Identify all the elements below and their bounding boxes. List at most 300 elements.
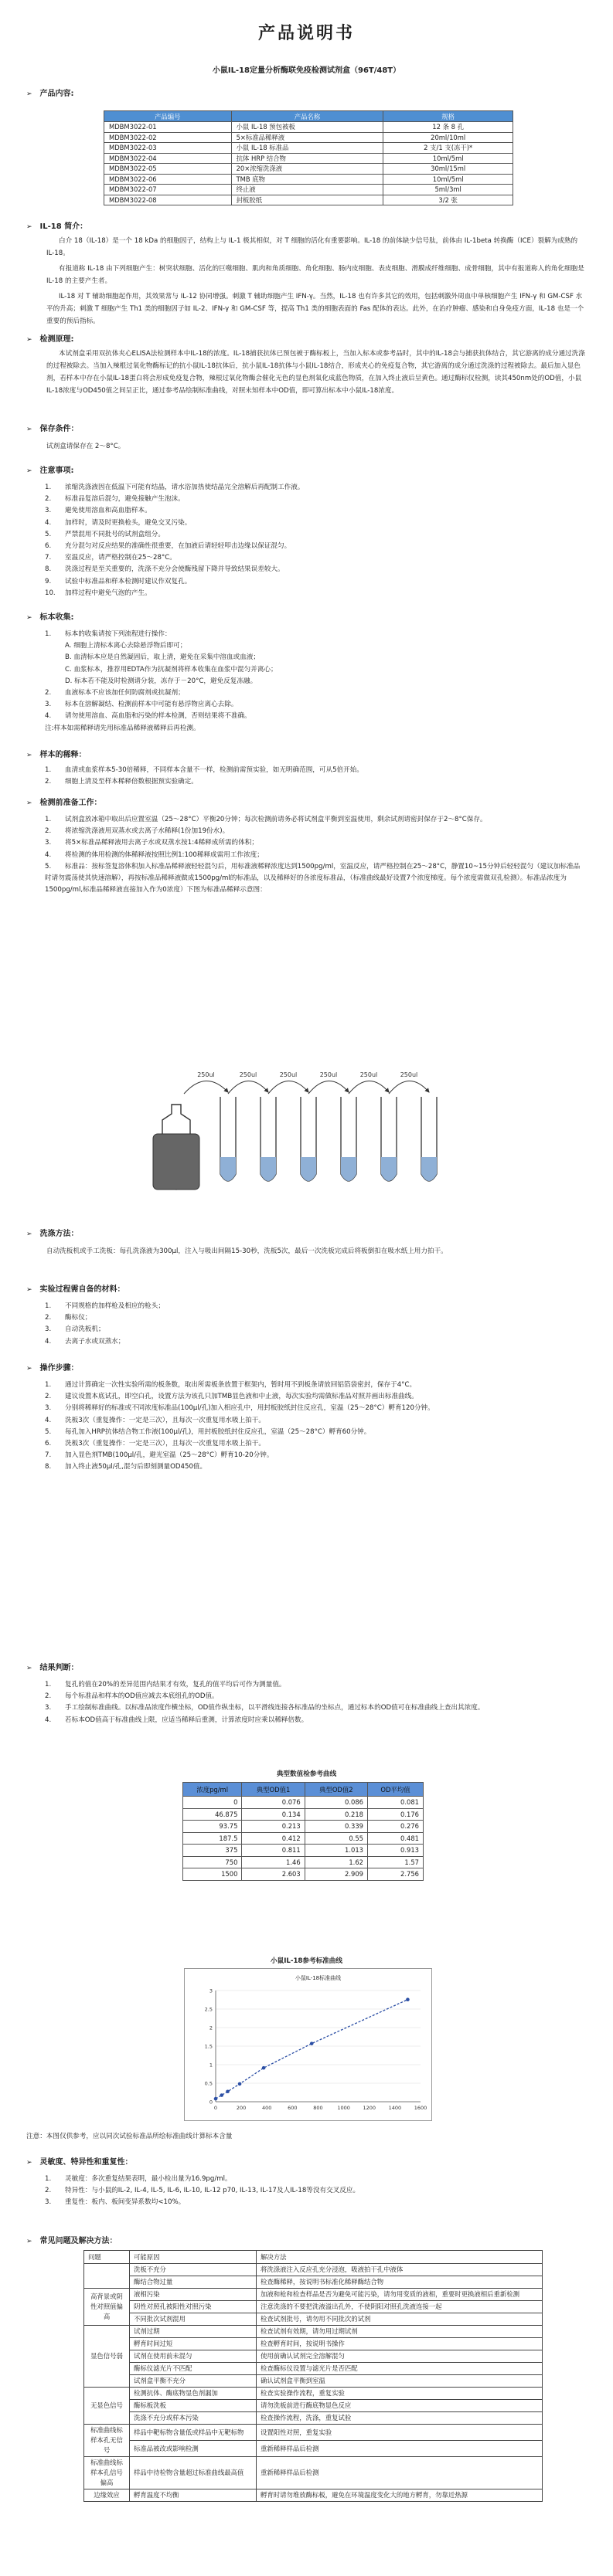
section-intro: ➢ IL-18 简介： xyxy=(26,222,88,231)
list-text: 室温反应，请严格控制在25～28°C。 xyxy=(65,554,176,562)
arrow-icon: ➢ xyxy=(26,336,32,344)
list-number: 4. xyxy=(45,1716,52,1724)
list-item xyxy=(45,1380,586,1391)
list-item xyxy=(45,564,586,575)
table-row xyxy=(183,1808,424,1821)
table-row xyxy=(84,2400,543,2412)
faq-cause: 试剂在使用前未混匀 xyxy=(130,2350,257,2363)
list-item xyxy=(45,1438,586,1450)
table-cell: MDBM3022-06 xyxy=(104,174,232,185)
list-item xyxy=(45,1403,586,1414)
std-table xyxy=(182,1782,424,1881)
table-cell: MDBM3022-03 xyxy=(104,143,232,154)
chart-frame xyxy=(184,1968,432,2121)
list-number: 1. xyxy=(45,1302,52,1310)
list-text: 不同规格的加样枪及相应的枪头； xyxy=(65,1302,165,1310)
section-wash: ➢ 洗涤方法： xyxy=(26,1230,79,1238)
table-cell: 0.811 xyxy=(242,1845,305,1857)
list-text: 细胞上清及至样本稀释倍数根据预实验确定。 xyxy=(65,778,198,786)
list-item xyxy=(45,1691,586,1702)
x-tick-label: 200 xyxy=(236,2105,247,2111)
list-number: 7. xyxy=(45,554,52,562)
dilution-list xyxy=(45,765,586,788)
x-tick-label: 1000 xyxy=(337,2105,350,2111)
list-item xyxy=(45,1391,586,1403)
x-tick-label: 1400 xyxy=(388,2105,402,2111)
table-cell: 0.339 xyxy=(305,1821,367,1833)
tube-liquid xyxy=(301,1157,316,1181)
table-row xyxy=(104,185,513,195)
prep-list xyxy=(45,814,586,896)
table-cell: 20×浓缩洗涤液 xyxy=(231,164,383,175)
notes-list xyxy=(45,482,586,599)
curve-title: 小鼠IL-18参考标准曲线 xyxy=(271,1957,342,1965)
table-row xyxy=(183,1856,424,1868)
list-text: 手工绘制标准曲线。以标准品浓度作横坐标，OD值作纵坐标，以平滑线连接各标准品的坐标点，通过标本的OD值可在标准曲线上查出其浓度。 xyxy=(65,1704,485,1712)
table-cell: 187.5 xyxy=(183,1832,242,1845)
table-cell: 10ml/5ml xyxy=(383,174,513,185)
table-cell: 0.276 xyxy=(368,1821,424,1833)
table-cell: MDBM3022-07 xyxy=(104,185,232,195)
list-text: 通过计算确定一次性实验所需的板条数，取出所需板条放置于框架内，暂时用不到板条请放回铝箔袋密封，保存于4°C。 xyxy=(65,1381,417,1389)
list-number: 1. xyxy=(45,816,52,823)
intro-paragraph-2: 有报道称 IL-18 由下列细胞产生：树突状细胞、活化的巨噬细胞、肌肉和角质细胞、角化细胞、肠内皮细胞、表皮细胞、滑膜成纤维细胞、成骨细胞，其中有报道称人的角化细胞是 IL-18 的主要产生者。 xyxy=(46,265,584,285)
list-number: 2. xyxy=(45,689,52,697)
list-item xyxy=(45,676,586,687)
table-cell: 0.55 xyxy=(305,1832,367,1845)
transfer-volume-label: 250ul xyxy=(239,1071,257,1078)
tube-liquid xyxy=(421,1157,437,1181)
series-line xyxy=(216,2000,407,2099)
table-row xyxy=(84,2326,543,2338)
intro-paragraph-3: IL-18 对 T 辅助细胞起作用，其效果常与 IL-12 协同增强。刺激 T 辅助细胞产生 IFN-γ。当然，IL-18 也有许多其它的效用，包括刺激外周血中单核细胞产生 IFN-γ 和 GM-CSF 水平的升高；刺激 T 细胞产生 Th1 类的细胞因子如 IL-2、IFN-γ 和 GM-CSF 等，提高 Th1 类的细胞表面的 Fas 配体的表达。此外，在治疗肿瘤、感染和自身免疫方面，IL-18 也是一个重要的预后指标。 xyxy=(46,293,584,325)
y-tick-label: 1.5 xyxy=(204,2043,213,2050)
list-text: 标准品：按标签复溶体积加入标准品稀释液轻轻混匀后，用标准液稀释浓度达到1500pg/ml，室温反应，请严格控制在25～28°C，静置10~15分钟后轻轻混匀（建议加标准品时请勿震荡使其快速溶解），再按标准品稀释液做成1500pg/ml的标准品，以及稀释好的各浓度标准品，（标准曲线最好设置7个浓度梯度。每个浓度需做双孔检测）。标准品浓度为1500pg/ml,标准品稀释液直接加入作为0浓度）下图为标准品稀释示意图： xyxy=(45,862,581,894)
list-number: 5. xyxy=(45,1427,52,1436)
table-row xyxy=(104,195,513,205)
list-number: 1. xyxy=(45,2175,52,2183)
section-sample-collection: ➢ 标本收集: xyxy=(26,613,74,622)
faq-cause: 洗涤不充分或样本污染 xyxy=(130,2412,257,2425)
list-number: 9. xyxy=(45,577,52,585)
data-point xyxy=(220,2093,223,2097)
list-item xyxy=(45,576,586,588)
table-cell: 20ml/10ml xyxy=(383,132,513,143)
list-text: 洗板3次（重复操作：一定是三次），且每次一次重复用水吸上拍干。 xyxy=(65,1440,265,1448)
arrow-icon: ➢ xyxy=(26,1665,32,1672)
arrow-icon: ➢ xyxy=(26,426,32,433)
sensitivity-list xyxy=(45,2174,586,2209)
table-row xyxy=(183,1845,424,1857)
list-text: D. 标本若不能及时检测请分装，冻存于－20°C，避免反复冻融。 xyxy=(65,677,257,685)
faq-cause: 样品中待检物含量超过标准曲线最高值 xyxy=(130,2457,257,2489)
table-cell: 小鼠 IL-18 预包被板 xyxy=(231,122,383,133)
table-cell: 0.481 xyxy=(368,1832,424,1845)
list-text: 试剂盒放冰箱中取出后应置室温（25～28°C）平衡20分钟；每次检测前请务必将试剂盒平衡到室温使用，剩余试剂请密封保存于2～8°C保存。 xyxy=(65,816,487,823)
table-cell: 0.213 xyxy=(242,1821,305,1833)
table-cell: 0.076 xyxy=(242,1797,305,1809)
table-cell: 3/2 张 xyxy=(383,195,513,205)
list-item xyxy=(45,826,586,837)
list-text: 洗板3次（重复操作：一定是三次），且每次一次重复用水吸上拍干。 xyxy=(65,1416,265,1424)
list-item xyxy=(45,518,586,529)
list-item xyxy=(45,1450,586,1461)
list-number: 3. xyxy=(45,839,52,847)
list-item xyxy=(45,861,586,897)
table-header: 产品名称 xyxy=(231,111,383,122)
list-text: 加样过程中避免气泡的产生。 xyxy=(65,589,152,597)
faq-problem: 标准曲线标样本孔无信号 xyxy=(84,2425,130,2457)
list-text: 标准品复溶后混匀，避免接触产生泡沫。 xyxy=(65,495,185,504)
x-tick-label: 0 xyxy=(213,2105,218,2111)
table-cell: 30ml/15ml xyxy=(383,164,513,175)
table-row xyxy=(84,2457,543,2489)
list-number: 6. xyxy=(45,542,52,551)
faq-cause: 试剂盒平衡不充分 xyxy=(130,2375,257,2388)
list-text: 将5×标准品稀释液用去离子水或双蒸水按1:4稀释成所需的体积； xyxy=(65,839,258,847)
data-point xyxy=(262,2066,266,2070)
table-row xyxy=(84,2375,543,2388)
table-cell: 2.756 xyxy=(368,1868,424,1881)
faq-solution: 加液和枪和检查样品是否为避免可能污染，请勿用变质的液相，重要时更换液相后重新检测 xyxy=(257,2289,543,2301)
table-row xyxy=(84,2313,543,2326)
arrow-icon: ➢ xyxy=(26,1286,32,1294)
table-row xyxy=(84,2425,543,2441)
table-cell: 1.46 xyxy=(242,1856,305,1868)
table-cell: 5ml/3ml xyxy=(383,185,513,195)
list-text: 若标本OD值高于标准曲线上限，应适当稀释后重测，计算浓度时应乘以稀释倍数。 xyxy=(65,1716,308,1724)
table-row xyxy=(84,2289,543,2301)
arrow-icon: ➢ xyxy=(26,799,32,807)
section-faq: ➢ 常见问题及解决方法： xyxy=(26,2237,117,2245)
table-cell: 0.086 xyxy=(305,1797,367,1809)
list-text: 请勿使用溶血、高血脂和污染的样本检测，否则结果将不准确。 xyxy=(65,712,251,721)
list-item xyxy=(45,505,586,517)
table-row xyxy=(104,143,513,154)
y-tick-label: 2.5 xyxy=(204,2006,213,2013)
table-cell: MDBM3022-08 xyxy=(104,195,232,205)
list-number: 8. xyxy=(45,1463,52,1471)
table-cell: 封板胶纸 xyxy=(231,195,383,205)
arrow-icon: ➢ xyxy=(26,90,32,98)
tube-liquid xyxy=(261,1157,276,1181)
list-number: 3. xyxy=(45,1404,52,1413)
transfer-arrow xyxy=(184,1081,228,1094)
list-text: 灵敏度：多次重复结果表明，最小检出量为16.9pg/ml。 xyxy=(65,2175,232,2183)
list-number: 4. xyxy=(45,850,52,859)
list-text: A. 细胞上清标本离心去除悬浮物后即可； xyxy=(65,642,187,650)
x-tick-label: 400 xyxy=(262,2105,272,2111)
table-cell: 10ml/5ml xyxy=(383,153,513,164)
table-row xyxy=(104,174,513,185)
table-cell: 12 条 8 孔 xyxy=(383,122,513,133)
y-tick-label: 0 xyxy=(209,2099,213,2106)
results-list xyxy=(45,1679,586,1726)
list-item xyxy=(45,2197,586,2208)
x-tick-label: 1600 xyxy=(414,2105,427,2111)
faq-cause: 孵育温度不均衡 xyxy=(130,2489,257,2502)
table-header: 产品编号 xyxy=(104,111,232,122)
chart-title: 小鼠IL-18标准曲线 xyxy=(295,1975,342,1981)
arrow-icon: ➢ xyxy=(26,2159,32,2167)
table-row xyxy=(104,122,513,133)
table-header: 规格 xyxy=(383,111,513,122)
list-number: 3. xyxy=(45,1325,52,1334)
faq-solution: 确认试剂盒平衡到室温 xyxy=(257,2375,543,2388)
faq-solution: 检查试剂批号，请勿用不同批次的试剂 xyxy=(257,2313,543,2326)
list-number: 3. xyxy=(45,507,52,515)
list-number: 2. xyxy=(45,1692,52,1701)
list-number: 3. xyxy=(45,2198,52,2207)
table-cell: TMB 底物 xyxy=(231,174,383,185)
list-number: 5. xyxy=(45,530,52,538)
transfer-arrow xyxy=(308,1081,349,1094)
y-tick-label: 2 xyxy=(209,2024,213,2031)
transfer-arrow xyxy=(349,1081,389,1094)
table-cell: 1.57 xyxy=(368,1856,424,1868)
section-principle: ➢ 检测原理: xyxy=(26,335,74,344)
table-row xyxy=(84,2388,543,2400)
faq-solution: 将洗涤液注入反应孔充分浸泡，吸液拍干孔中液体 xyxy=(257,2264,543,2276)
list-number: 2. xyxy=(45,495,52,504)
standard-curve-chart xyxy=(185,1969,431,2120)
list-text: 分别将稀释好的标准或不同浓度标准品(100μl/孔)加入相应孔中，用封板胶纸封住反应孔，室温（25～28°C）孵育120分钟。 xyxy=(65,1404,434,1413)
section-notes: ➢ 注意事项: xyxy=(26,467,74,475)
table-row xyxy=(104,164,513,175)
faq-problem: 无显色信号 xyxy=(84,2388,130,2425)
table-header: 解决方法 xyxy=(257,2251,543,2264)
list-text: C. 血浆标本，推荐用EDTA作为抗凝剂将样本收集在血浆中混匀并离心； xyxy=(65,665,278,674)
list-text: 避免使用溶血和高血脂样本。 xyxy=(65,507,152,515)
table-cell: 1.013 xyxy=(305,1845,367,1857)
faq-table-body xyxy=(84,2264,543,2502)
table-cell: 抗体 HRP 结合物 xyxy=(231,153,383,164)
table-cell: 2.603 xyxy=(242,1868,305,1881)
table-cell: 0.134 xyxy=(242,1808,305,1821)
table-row xyxy=(84,2301,543,2313)
list-text: 每孔加入HRP抗体结合物工作液(100μl/孔)，用封板胶纸封住反应孔，室温（25～28°C）孵育60分钟。 xyxy=(65,1427,371,1436)
list-item xyxy=(45,687,586,699)
section-results: ➢ 结果判断： xyxy=(26,1664,79,1672)
list-number: 1. xyxy=(45,1381,52,1389)
faq-cause: 标准品被改或影响检测 xyxy=(130,2441,257,2457)
list-text: 将检测的体用检测的体稀释液按照比例1:100稀释成需用工作浓度； xyxy=(65,850,264,859)
transfer-arrow xyxy=(228,1081,268,1094)
y-tick-label: 3 xyxy=(209,1987,213,1994)
list-number: 10. xyxy=(45,589,56,597)
table-row xyxy=(84,2350,543,2363)
table-cell: 2 支/1 支(冻干)* xyxy=(383,143,513,154)
faq-cause: 样品中靶标物含量低或样品中无靶标物 xyxy=(130,2425,257,2441)
faq-cause: 孵育时间过短 xyxy=(130,2338,257,2350)
faq-solution: 检查实验操作流程，重复实验 xyxy=(257,2388,543,2400)
table-cell: 0.081 xyxy=(368,1797,424,1809)
y-tick-label: 0.5 xyxy=(204,2080,213,2087)
table-row xyxy=(183,1821,424,1833)
list-item xyxy=(45,1702,586,1714)
faq-cause: 酶标板洗板 xyxy=(130,2400,257,2412)
arrow-icon: ➢ xyxy=(26,1230,32,1238)
table-row xyxy=(183,1832,424,1845)
list-text: 加入显色剂TMB(100μl/孔，避光室温（25～28°C）孵育10-20分钟。 xyxy=(65,1451,274,1460)
table-header: OD平均值 xyxy=(368,1783,424,1797)
faq-problem xyxy=(84,2264,130,2289)
table-row xyxy=(183,1797,424,1809)
list-number: 2. xyxy=(45,2187,52,2195)
arrow-icon: ➢ xyxy=(26,2238,32,2245)
transfer-volume-label: 250ul xyxy=(279,1071,298,1078)
faq-table xyxy=(83,2250,543,2502)
section-prep: ➢ 检测前准备工作： xyxy=(26,799,102,807)
table-row xyxy=(84,2276,543,2289)
data-point xyxy=(226,2089,230,2093)
list-item xyxy=(45,711,586,722)
faq-solution: 检查操作流程，洗涤，重复试验 xyxy=(257,2412,543,2425)
list-item xyxy=(45,664,586,676)
faq-solution: 重新稀释样品后检测 xyxy=(257,2457,543,2489)
table-cell: 46.875 xyxy=(183,1808,242,1821)
list-item xyxy=(45,1336,586,1348)
table-cell: 0.412 xyxy=(242,1832,305,1845)
list-item xyxy=(45,1312,586,1324)
faq-cause: 不同批次试剂混用 xyxy=(130,2313,257,2326)
faq-solution: 重新稀释样品后检测 xyxy=(257,2441,543,2457)
faq-solution: 检查酶稀释，按说明书标准化稀释酶结合物 xyxy=(257,2276,543,2289)
faq-cause: 酶结合物过量 xyxy=(130,2276,257,2289)
list-item xyxy=(45,529,586,541)
table-row xyxy=(104,132,513,143)
table-cell: 750 xyxy=(183,1856,242,1868)
list-item xyxy=(45,629,586,640)
table-cell: 1500 xyxy=(183,1868,242,1881)
list-item xyxy=(45,814,586,826)
faq-problem: 显色信号弱 xyxy=(84,2326,130,2388)
list-text: 特异性：与小鼠的IL-2, IL-4, IL-5, IL-6, IL-10, IL-12 p70, IL-13, IL-17及人IL-18等没有交叉反应。 xyxy=(65,2187,360,2195)
faq-solution: 检查试剂有效期，请勿用过期试剂 xyxy=(257,2326,543,2338)
faq-solution: 注意洗涤的不要把洗液溢出孔外，不使阴阳对照孔洗液连接一起 xyxy=(257,2301,543,2313)
table-cell: 0.176 xyxy=(368,1808,424,1821)
table-cell: 2.909 xyxy=(305,1868,367,1881)
faq-cause: 试剂过期 xyxy=(130,2326,257,2338)
table-cell: 93.75 xyxy=(183,1821,242,1833)
list-number: 2. xyxy=(45,827,52,836)
table-cell: 1.62 xyxy=(305,1856,367,1868)
faq-cause: 阴性对照孔被阳性对照污染 xyxy=(130,2301,257,2313)
list-text: 重复性：板内、板间变异系数均<10%。 xyxy=(65,2198,186,2207)
transfer-volume-label: 250ul xyxy=(319,1071,338,1078)
x-tick-label: 800 xyxy=(313,2105,323,2111)
list-number: 1. xyxy=(45,484,52,491)
list-number: 2. xyxy=(45,1393,52,1401)
faq-cause: 检测抗体、酶底物显色剂漏加 xyxy=(130,2388,257,2400)
list-number: 3. xyxy=(45,701,52,709)
list-item xyxy=(45,1715,586,1726)
table-cell: 5×标准品稀释液 xyxy=(231,132,383,143)
transfer-arrow xyxy=(389,1081,429,1094)
arrow-icon: ➢ xyxy=(26,752,32,759)
data-point xyxy=(238,2082,242,2086)
dilution-diagram xyxy=(147,1066,472,1205)
list-text: 试验中标准品和样本检测时建议作双复孔。 xyxy=(65,577,192,585)
x-tick-label: 600 xyxy=(288,2105,298,2111)
list-item xyxy=(45,640,586,652)
table-row xyxy=(104,153,513,164)
y-tick-label: 1 xyxy=(209,2062,213,2069)
list-item xyxy=(45,1679,586,1691)
list-text: 加样时，请及时更换枪头，避免交叉污染。 xyxy=(65,518,192,527)
table-cell: MDBM3022-02 xyxy=(104,132,232,143)
transfer-volume-label: 250ul xyxy=(400,1071,418,1078)
list-item xyxy=(45,1324,586,1336)
table-row xyxy=(84,2264,543,2276)
list-text: 复孔的值在20%的差异范围内结果才有效，复孔的值平均后可作为测量值。 xyxy=(65,1681,286,1688)
list-number: 7. xyxy=(45,1451,52,1460)
list-text: 严禁混用不同批号的试剂盒组分。 xyxy=(65,530,165,538)
wash-text: 自动洗板机或手工洗板：每孔洗涤液为300μl，注入与吸出间隔15-30秒，洗板5次，最后一次洗板完成后将板倒扣在吸水纸上用力拍干。 xyxy=(46,1247,448,1255)
list-item xyxy=(45,2185,586,2197)
list-item xyxy=(45,850,586,861)
list-number: 1. xyxy=(45,1681,52,1688)
list-item xyxy=(45,2174,586,2185)
arrow-icon: ➢ xyxy=(26,614,32,622)
table-header: 可能原因 xyxy=(130,2251,257,2264)
sample-list xyxy=(45,629,586,735)
table-row xyxy=(84,2489,543,2502)
list-number: 4. xyxy=(45,1337,52,1346)
list-number: 2. xyxy=(45,1314,52,1322)
tube-liquid xyxy=(381,1157,397,1181)
list-text: 标本的收集请按下列流程进行操作： xyxy=(65,630,172,638)
list-text: 充分混匀对反应结果的准确性很重要，在加液后请轻轻叩击边缘以保证混匀。 xyxy=(65,542,291,551)
list-text: 酶标仪； xyxy=(65,1314,92,1322)
list-item xyxy=(45,482,586,494)
list-number: 4. xyxy=(45,712,52,721)
procedure-list xyxy=(45,1380,586,1474)
table-cell: 0.913 xyxy=(368,1845,424,1857)
table-cell: 0 xyxy=(183,1797,242,1809)
list-text: 血清或血浆样本5-30倍稀释，不同样本含量不一样，检测前需预实验，如无明确范围，可从5倍开始。 xyxy=(65,766,363,774)
list-text: 去离子水或双蒸水； xyxy=(65,1337,125,1346)
tube-liquid xyxy=(341,1157,356,1181)
section-procedure: ➢ 操作步骤： xyxy=(26,1364,79,1373)
std-table-title: 典型数值检参考曲线 xyxy=(276,1770,337,1778)
arrow-icon: ➢ xyxy=(26,1365,32,1373)
faq-cause: 液相污染 xyxy=(130,2289,257,2301)
faq-solution: 检查孵育时间，按说明书操作 xyxy=(257,2338,543,2350)
arrow-icon: ➢ xyxy=(26,467,32,475)
list-text: 浓缩洗涤液因在低温下可能有结晶，请水浴加热使结晶完全溶解后再配制工作液。 xyxy=(65,484,305,491)
section-storage: ➢ 保存条件： xyxy=(26,425,79,433)
section-sensitivity: ➢ 灵敏度、特异性和重复性： xyxy=(26,2158,133,2167)
contents-table xyxy=(104,110,513,205)
list-number: 1. xyxy=(45,766,52,774)
table-row xyxy=(84,2441,543,2457)
contents-table-body xyxy=(104,122,513,205)
list-text: 血液标本不应该加任何防腐剂或抗凝剂； xyxy=(65,689,185,697)
table-cell: MDBM3022-01 xyxy=(104,122,232,133)
list-number: 5. xyxy=(45,862,52,871)
list-number: 4. xyxy=(45,518,52,527)
table-row xyxy=(84,2338,543,2350)
table-cell: MDBM3022-05 xyxy=(104,164,232,175)
list-text: 每个标准品和样本的OD值应减去本底组孔的OD值。 xyxy=(65,1692,219,1701)
faq-cause: 洗板不充分 xyxy=(130,2264,257,2276)
table-cell: 小鼠 IL-18 标准品 xyxy=(231,143,383,154)
list-item xyxy=(45,588,586,599)
transfer-arrow xyxy=(268,1081,308,1094)
list-number: 1. xyxy=(45,630,52,638)
section-materials: ➢ 实验过程需自备的材料： xyxy=(26,1285,125,1294)
